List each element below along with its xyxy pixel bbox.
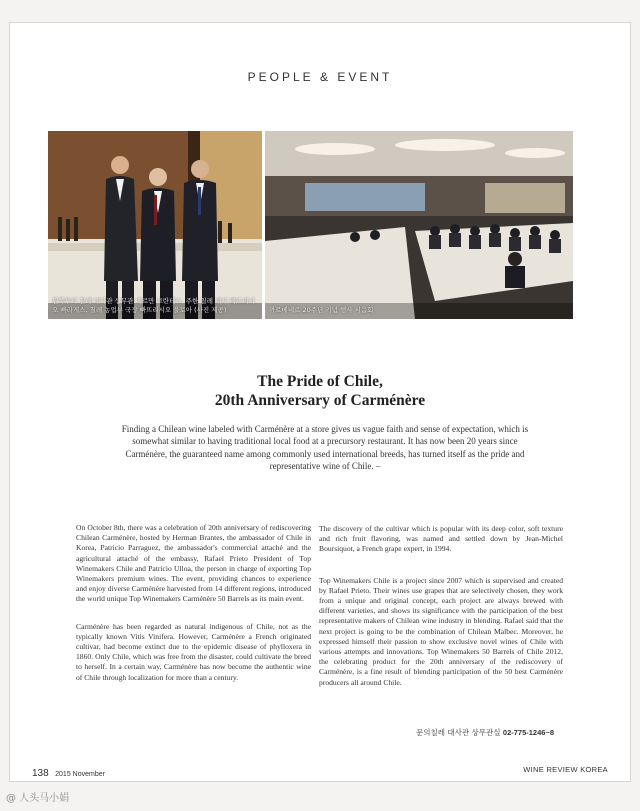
body-paragraph: On October 8th, there was a celebration of 20th anniversary of rediscovering Chilean Carménère, hosted by Herman Brantes, the ambassador of Chile in Korea, Patricio Parraguez, the ambassador's commercial attaché and the agricultural attaché of the embassy, Rafael Prieto President of Top Winemakers Chile and Patricio Ulloa, the person in charge of exporting Top Winemakers premium wines. The event, providing chances to experience and enjoy diverse Carménère harvested from 14 different regions, introduced the world unique Top Winemakers Carménère 50 Barrels as its main event. xyxy=(76,523,311,604)
article-title-line1: The Pride of Chile, xyxy=(257,373,383,390)
contact-label: 문의칠레 대사관 상무관실 xyxy=(416,728,501,737)
section-title: PEOPLE & EVENT xyxy=(247,70,393,84)
page-folio xyxy=(32,763,105,781)
photo-caption-left: 왼쪽부터 칠레 대사관 상무관 에르만 브란테스, 주한 칠레 대사 빠뜨리시오 빠라게스, 칠레 농업부 국장 빠뜨리시오 울로아 (사진 제공) xyxy=(52,297,255,314)
body-column-right xyxy=(319,524,563,698)
contact-phone: 02-775-1246~8 xyxy=(502,728,554,737)
magazine-page xyxy=(9,22,631,782)
presenters-illustration xyxy=(48,131,262,319)
watermark: @ 人头马小娟 xyxy=(6,793,70,804)
body-paragraph: The discovery of the cultivar which is popular with its deep color, soft texture and rich fruit flavoring, was named and settled down by Jean-Michel Boursiquot, a French grape expert, in 1994. xyxy=(319,524,563,554)
body-column-left xyxy=(76,523,311,693)
body-paragraph: Carménère has been regarded as natural indigenous of Chile, not as the typically known Vitis Vinifera. However, Carménère a French originated cultivar, had become extinct due to the epidemic disease of phylloxera in 1860. Only Chile, which was free from the disaster, could cultivate the breed to herself. In a certain way, Carménère has now become the authentic wine of Chile through localization for more than a century. xyxy=(76,621,311,682)
photo-caption-right: 까르메네르 20주년 기념 행사 시음회 xyxy=(269,306,374,314)
journal-name: WINE REVIEW KOREA xyxy=(523,765,608,774)
article-title-line2: 20th Anniversary of Carménère xyxy=(214,392,426,409)
body-paragraph: Top Winemakers Chile is a project since 2007 which is supervised and created by Rafael Prieto. Their wines use grapes that are selectively chosen, they work from a unique and original concept, each project are always brewed with different varieties, and shows its significance with the participation of the best representative makers of Chilean wine industry in blending. Rafael said that the next project is going to be the combination of Chilean Malbec. Moreover, he expressed himself their passion to show exclusive novel wines of Chile with various attempts and innovations. Top Winemakers 50 Barrels of Chile 2012, the celebrating product for the 20th anniversary of the rediscovery of Carménère, is a fine result of blending participation of the 50 best Carménère producers all around Chile. xyxy=(319,575,563,687)
tasting-hall-illustration xyxy=(265,131,573,319)
photo-tasting-hall xyxy=(265,131,573,319)
photo-presenters xyxy=(48,131,262,319)
issue-date: 2015 November xyxy=(55,771,105,778)
article-title xyxy=(10,372,630,410)
contact-info xyxy=(416,727,554,738)
article-lead: Finding a Chilean wine labeled with Carménère at a store gives us vague faith and sense of expectation, which is somewhat similar to having traditional local food at a precursory restaurant. It has now been 20 years since Carménère, the guaranteed name among commonly used international breeds, has turned itself as the pride and representative wine of Chile. – xyxy=(121,424,529,471)
page-number: 138 xyxy=(32,768,49,779)
